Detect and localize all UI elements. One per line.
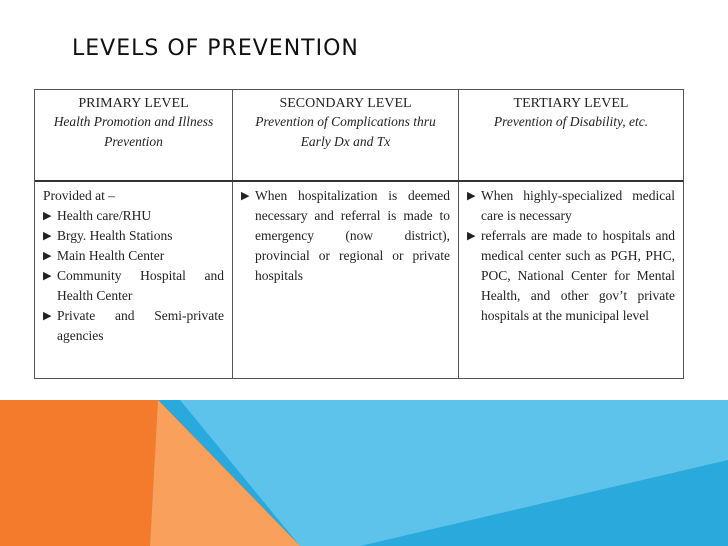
header-secondary-subtitle: Prevention of Complications thru Early Dx and Tx [255, 114, 436, 149]
bullet-icon: ▶ [43, 230, 52, 242]
table-header-row [35, 90, 683, 182]
primary-item [43, 206, 224, 226]
primary-item [43, 226, 224, 246]
tertiary-cell [459, 182, 683, 378]
primary-item-text: Private and Semi-private agencies [57, 308, 224, 343]
bullet-icon: ▶ [467, 230, 476, 242]
primary-intro: Provided at – [43, 188, 115, 203]
primary-item [43, 306, 224, 346]
bullet-icon: ▶ [43, 210, 52, 222]
primary-item-text: Community Hospital and Health Center [57, 268, 224, 303]
footer-orange-triangle [0, 400, 158, 546]
bullet-icon: ▶ [241, 190, 250, 202]
header-primary [35, 90, 233, 180]
tertiary-item [467, 226, 675, 326]
header-primary-subtitle: Health Promotion and Illness Prevention [53, 114, 214, 149]
tertiary-item-text: referrals are made to hospitals and medical center such as PGH, PHC, POC, National Center for Mental Health, and other gov’t private hospitals at the municipal level [481, 228, 675, 323]
prevention-table [34, 89, 684, 379]
header-secondary [233, 90, 459, 180]
tertiary-item-text: When highly-specialized medical care is necessary [481, 188, 675, 223]
header-tertiary [459, 90, 683, 180]
header-secondary-level: SECONDARY LEVEL [279, 96, 412, 111]
primary-item-text: Brgy. Health Stations [57, 228, 173, 243]
bullet-icon: ▶ [43, 310, 52, 322]
secondary-item [241, 186, 450, 286]
secondary-item-text: When hospitalization is deemed necessary and referral is made to emergency (now district), provincial or regional or private hospitals [255, 188, 450, 283]
primary-cell [35, 182, 233, 378]
bullet-icon: ▶ [467, 190, 476, 202]
table-body-row [35, 182, 683, 378]
bullet-icon: ▶ [43, 270, 52, 282]
header-tertiary-subtitle: Prevention of Disability, etc. [493, 114, 649, 129]
decorative-footer [0, 400, 728, 546]
header-tertiary-level: TERTIARY LEVEL [513, 96, 629, 111]
tertiary-item [467, 186, 675, 226]
secondary-cell [233, 182, 459, 378]
primary-item [43, 266, 224, 306]
primary-item-text: Health care/RHU [57, 208, 152, 223]
primary-item [43, 246, 224, 266]
header-primary-level: PRIMARY LEVEL [78, 96, 189, 111]
slide-title: LEVELS OF PREVENTION [72, 36, 359, 61]
primary-item-text: Main Health Center [57, 248, 165, 263]
bullet-icon: ▶ [43, 250, 52, 262]
